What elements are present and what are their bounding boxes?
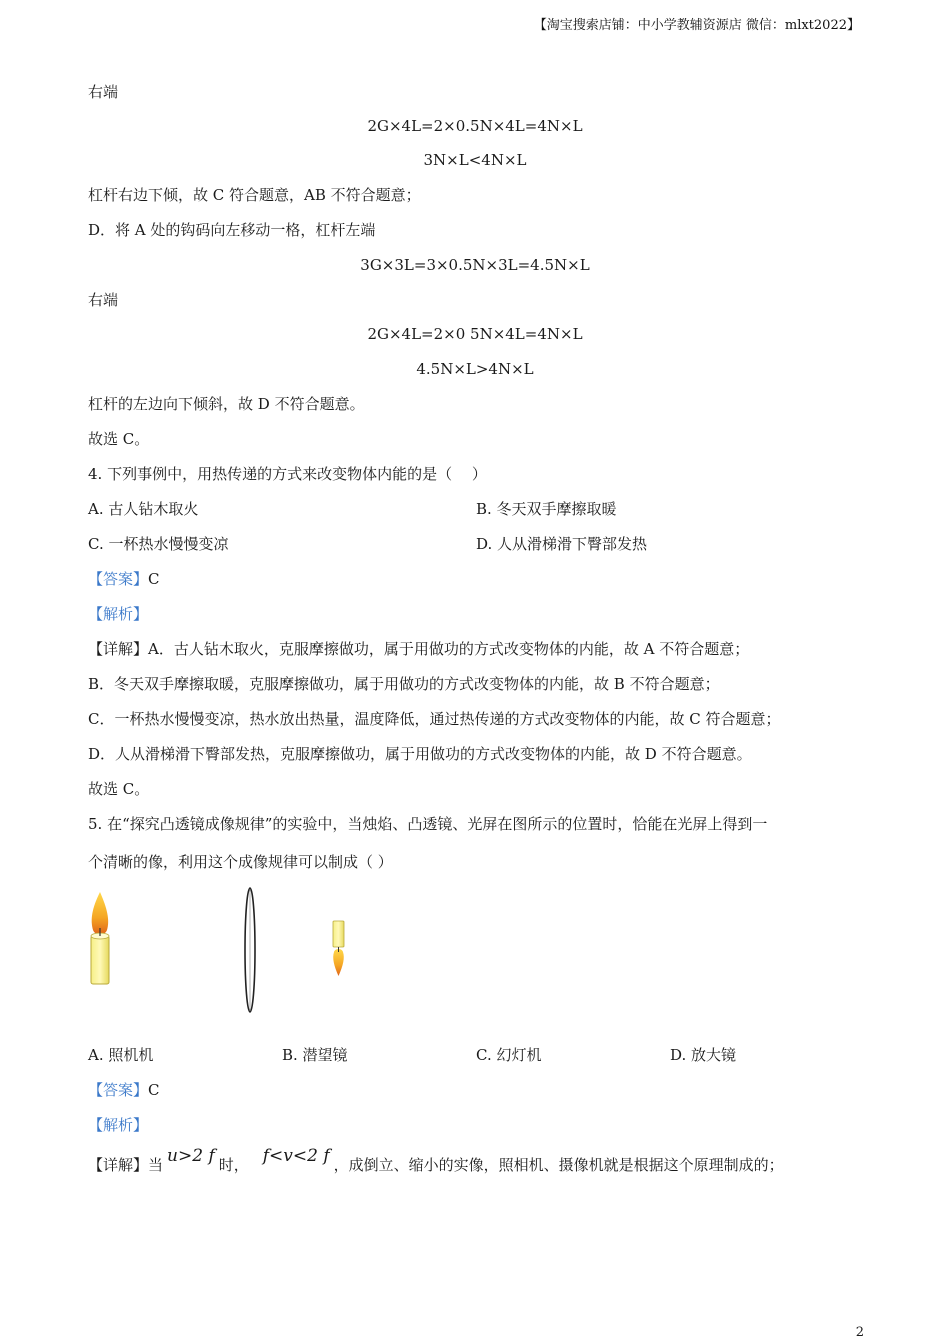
text-line: 右端 <box>88 83 119 101</box>
text-line: 故选 C。 <box>88 780 150 798</box>
detail-line: D．人从滑梯滑下臀部发热，克服摩擦做功，属于用做功的方式改变物体的内能，故 D 不符合题意。 <box>88 745 752 763</box>
candle-icon <box>91 892 109 984</box>
answer-value: C <box>148 570 160 588</box>
option-d: D. 人从滑梯滑下臀部发热 <box>476 535 648 553</box>
math-condition-u: u>2 f <box>167 1146 215 1166</box>
question-stem-cont: 个清晰的像，利用这个成像规律可以制成（ ） <box>88 853 393 871</box>
text-line: 右端 <box>88 291 119 309</box>
answer-tag: 【答案】 <box>88 570 149 588</box>
detail-text: A．古人钻木取火，克服摩擦做功，属于用做功的方式改变物体的内能，故 A 不符合题意； <box>148 640 750 658</box>
math-condition-v: f<v<2 f <box>262 1146 330 1166</box>
equation: 2G×4L=2×0 5N×4L=4N×L <box>367 325 583 343</box>
page-number: 2 <box>855 1325 864 1340</box>
detail-tag: 【详解】 <box>88 1156 149 1174</box>
text-line: 杠杆右边下倾，故 C 符合题意，AB 不符合题意； <box>88 186 421 204</box>
detail-line: B．冬天双手摩擦取暖，克服摩擦做功，属于用做功的方式改变物体的内能，故 B 不符合题意； <box>88 675 720 693</box>
detail-text: ，成倒立、缩小的实像，照相机、摄像机就是根据这个原理制成的； <box>333 1156 784 1174</box>
option-b: B. 潜望镜 <box>282 1046 348 1064</box>
equation: 3N×L<4N×L <box>423 151 527 169</box>
answer-line <box>88 1080 160 1100</box>
option-a: A. 照机机 <box>88 1046 154 1064</box>
lens-experiment-figure <box>80 884 380 1020</box>
text-line: 杠杆的左边向下倾斜，故 D 不符合题意。 <box>88 395 365 413</box>
text-line: 故选 C。 <box>88 430 150 448</box>
option-b: B. 冬天双手摩擦取暖 <box>476 500 617 518</box>
answer-tag: 【答案】 <box>88 1081 149 1099</box>
text-line: D．将 A 处的钩码向左移动一格，杠杆左端 <box>88 221 376 239</box>
detail-line <box>88 639 749 659</box>
option-a: A. 古人钻木取火 <box>88 500 199 518</box>
detail-line <box>88 1146 784 1178</box>
detail-line: C．一杯热水慢慢变凉，热水放出热量，温度降低，通过热传递的方式改变物体的内能，故 C 符合题意； <box>88 710 781 728</box>
answer-line <box>88 569 160 589</box>
equation: 2G×4L=2×0.5N×4L=4N×L <box>367 117 583 135</box>
detail-tag: 【详解】 <box>88 640 149 658</box>
inverted-image-icon <box>333 921 344 976</box>
detail-text: 当 <box>148 1156 164 1174</box>
question-stem: 5. 在“探究凸透镜成像规律”的实验中，当烛焰、凸透镜、光屏在图所示的位置时，恰能在光屏上得到一 <box>88 815 768 833</box>
option-c: C. 一杯热水慢慢变凉 <box>88 535 229 553</box>
analysis-tag: 【解析】 <box>88 1116 149 1134</box>
page-header: 【淘宝搜索店铺：中小学教辅资源店 微信：mlxt2022】 <box>533 18 860 33</box>
question-stem: 4. 下列事例中，用热传递的方式来改变物体内能的是（ ） <box>88 465 487 483</box>
equation: 4.5N×L>4N×L <box>416 360 534 378</box>
detail-text: 时， <box>218 1156 249 1174</box>
analysis-tag: 【解析】 <box>88 605 149 623</box>
option-c: C. 幻灯机 <box>476 1046 542 1064</box>
option-d: D. 放大镜 <box>670 1046 737 1064</box>
equation: 3G×3L=3×0.5N×3L=4.5N×L <box>360 256 590 274</box>
answer-value: C <box>148 1081 160 1099</box>
convex-lens-icon <box>245 888 255 1012</box>
